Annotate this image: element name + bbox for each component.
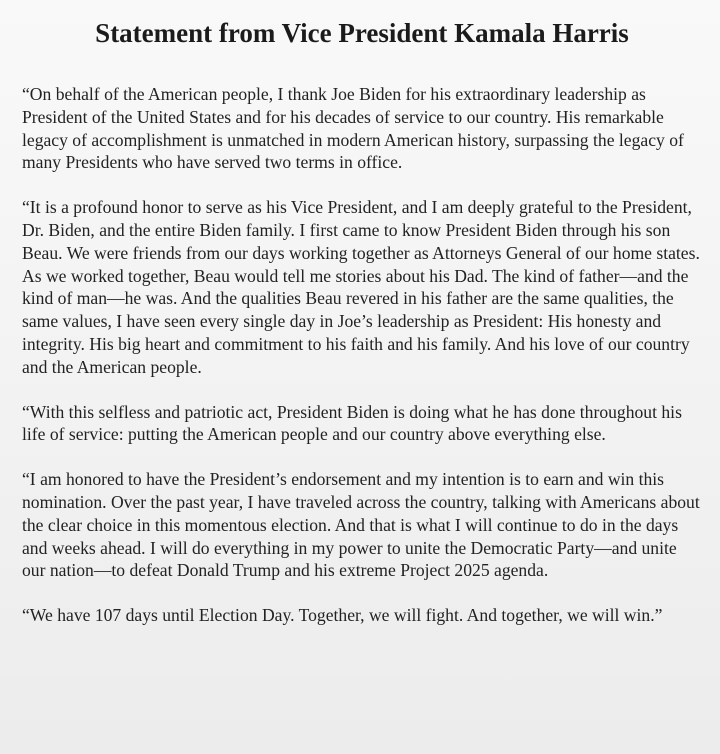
- paragraph-2: “It is a profound honor to serve as his Vice President, and I am deeply grateful to the President, Dr. Biden, and the entire Biden family. I first came to know President Biden through his son Beau. We were friends from our days working together as Attorneys General of our home states. As we worked together, Beau would tell me stories about his Dad. The kind of father—and the kind of man—he was. And the qualities Beau revered in his father are the same qualities, the same values, I have seen every single day in Joe’s leadership as President: His honesty and integrity. His big heart and commitment to his faith and his family. And his love of our country and the American people.: [22, 197, 700, 377]
- paragraph-3: “With this selfless and patriotic act, President Biden is doing what he has done throughout his life of service: putting the American people and our country above everything else.: [22, 401, 682, 445]
- statement-body: [22, 83, 702, 627]
- paragraph-1: “On behalf of the American people, I thank Joe Biden for his extraordinary leadership as President of the United States and for his decades of service to our country. His remarkable legacy of accomplishment is unmatched in modern American history, surpassing the legacy of many Presidents who have served two terms in office.: [22, 84, 684, 173]
- paragraph-5: “We have 107 days until Election Day. Together, we will fight. And together, we will win.”: [22, 605, 663, 626]
- paragraph-4: “I am honored to have the President’s endorsement and my intention is to earn and win this nomination. Over the past year, I have traveled across the country, talking with Americans about the clear choice in this momentous election. And that is what I will continue to do in the days and weeks ahead. I will do everything in my power to unite the Democratic Party—and unite our nation—to defeat Donald Trump and his extreme Project 2025 agenda.: [22, 469, 700, 581]
- statement-title: Statement from Vice President Kamala Harris: [95, 18, 629, 48]
